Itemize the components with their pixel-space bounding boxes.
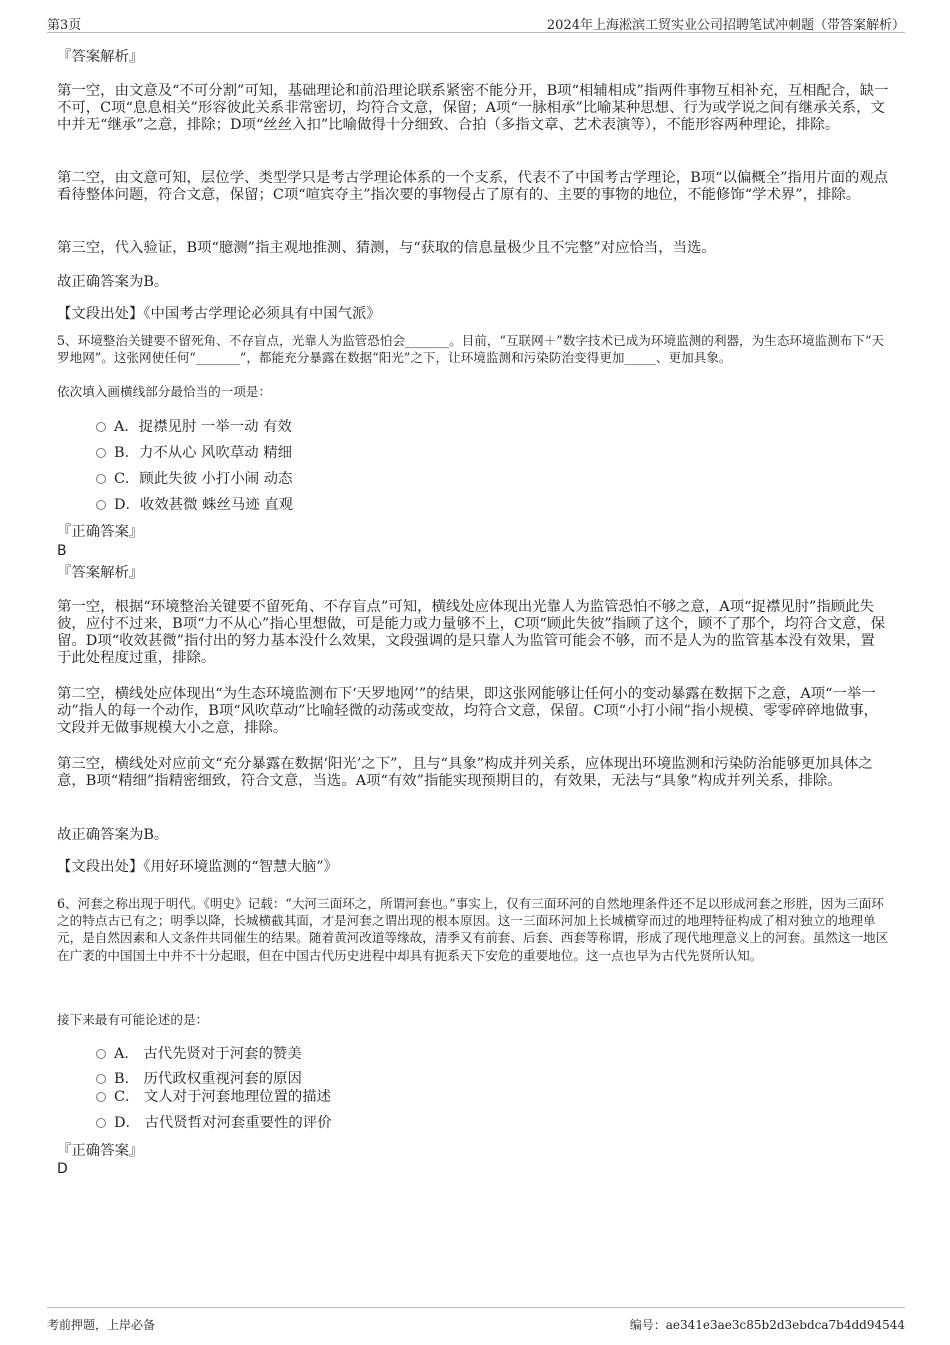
q4-analysis-para-2: 第二空，由文意可知，层位学、类型学只是考古学理论体系的一个支系，代表不了中国考古学理论，B项“以偏概全”指用片面的观点看待整体问题，符合文意，保留；C项“喧宾夺主”指次要的事物侵占了原有的、主要的事物的地位，不能修饰“学术界”，排除。 <box>57 170 889 203</box>
q5-option-b[interactable] <box>96 444 292 462</box>
q4-conclusion: 故正确答案为B。 <box>57 274 169 290</box>
q5-analysis-para-1: 第一空，根据“环境整治关键要不留死角、不存盲点”可知，横线处应体现出光靠人为监管恐怕不够之意，A项“捉襟见肘”指顾此失彼，应付不过来，B项“力不从心”指心里想做，可是能力或力量够不上，C项“顾此失彼”指顾了这个，顾不了那个，均符合文意，保留。D项“收效甚微”指付出的努力基本没什么效果，文段强调的是只靠人为监管可能会不够，而不是人为的监管基本没有效果，置于此处程度过重，排除。 <box>57 599 886 666</box>
q6-option-c[interactable] <box>96 1088 331 1106</box>
q5-option-a-label: A．捉襟见肘 一举一动 有效 <box>114 419 292 435</box>
radio-icon[interactable] <box>96 1049 106 1059</box>
q4-analysis-label: 『答案解析』 <box>57 49 144 65</box>
q5-analysis-label: 『答案解析』 <box>57 565 144 581</box>
q5-option-c[interactable] <box>96 470 292 488</box>
q6-option-d-label: D． 古代贤哲对河套重要性的评价 <box>114 1115 332 1131</box>
q6-option-b[interactable] <box>96 1070 302 1088</box>
q6-option-a-label: A． 古代先贤对于河套的赞美 <box>114 1046 302 1062</box>
q6-option-b-label: B． 历代政权重视河套的原因 <box>114 1071 302 1087</box>
q6-option-a[interactable] <box>96 1045 302 1063</box>
q6-prompt: 接下来最有可能论述的是： <box>57 1012 209 1027</box>
q6-answer: D <box>57 1161 68 1177</box>
q5-option-b-label: B．力不从心 风吹草动 精细 <box>114 445 293 461</box>
radio-icon[interactable] <box>96 1092 106 1102</box>
q5-conclusion: 故正确答案为B。 <box>57 827 169 843</box>
radio-icon[interactable] <box>96 448 106 458</box>
q5-option-d-label: D．收效甚微 蛛丝马迹 直观 <box>114 497 293 513</box>
document-id: 编号：ae341e3ae3c85b2d3ebdca7b4dd94544 <box>629 1318 905 1332</box>
radio-icon[interactable] <box>96 1118 106 1128</box>
page-header <box>47 10 905 33</box>
radio-icon[interactable] <box>96 474 106 484</box>
q5-source: 【文段出处】《用好环境监测的“智慧大脑”》 <box>57 859 338 875</box>
radio-icon[interactable] <box>96 422 106 432</box>
page-footer <box>47 1307 905 1334</box>
q5-analysis-para-2: 第二空，横线处应体现出“为生态环境监测布下‘天罗地网’”的结果，即这张网能够让任何小的变动暴露在数据下之意，A项“一举一动”指人的每一个动作，B项“风吹草动”比喻轻微的动荡或变故，均符合文意，保留。C项“小打小闹”指小规模、零零碎碎地做事，文段并无做事规模大小之意，排除。 <box>57 686 879 736</box>
q5-option-c-label: C．顾此失彼 小打小闹 动态 <box>114 471 293 487</box>
q5-option-a[interactable] <box>96 418 292 436</box>
q5-stem: 5、环境整治关键要不留死角、不存盲点，光靠人为监管恐怕会_______。目前，“互联网＋”数字技术已成为环境监测的利器，为生态环境监测布下“天罗地网”。这张网使任何“_______”，都能充分暴露在数据“阳光”之下，让环境监测和污染防治变得更加_____、更加具象。 <box>57 333 885 366</box>
q6-correct-label: 『正确答案』 <box>57 1143 144 1159</box>
q6-option-d[interactable] <box>96 1114 332 1132</box>
radio-icon[interactable] <box>96 500 106 510</box>
page-number: 第3页 <box>47 18 82 33</box>
document-title: 2024年上海淞滨工贸实业公司招聘笔试冲刺题（带答案解析） <box>546 18 905 33</box>
q4-analysis-para-1: 第一空，由文意及“不可分割”可知，基础理论和前沿理论联系紧密不能分开，B项“相辅相成”指两件事物互相补充，互相配合，缺一不可，C项“息息相关”形容彼此关系非常密切，均符合文意，保留；A项“一脉相承”比喻某种思想、行为或学说之间有继承关系，文中并无“继承”之意，排除；D项“丝丝入扣”比喻做得十分细致、合拍（多指文章、艺术表演等），不能形容两种理论，排除。 <box>57 83 889 133</box>
radio-icon[interactable] <box>96 1074 106 1084</box>
q4-source: 【文段出处】《中国考古学理论必须具有中国气派》 <box>57 306 381 322</box>
q5-option-d[interactable] <box>96 496 293 514</box>
q6-option-c-label: C． 文人对于河套地理位置的描述 <box>114 1089 332 1105</box>
q4-analysis-para-3: 第三空，代入验证，B项“臆测”指主观地推测、猜测，与“获取的信息量极少且不完整”对应恰当，当选。 <box>57 240 716 256</box>
q5-correct-label: 『正确答案』 <box>57 524 144 540</box>
footer-slogan: 考前押题，上岸必备 <box>47 1318 156 1332</box>
q5-analysis-para-3: 第三空，横线处对应前文“充分暴露在数据‘阳光’之下”，且与“具象”构成并列关系，应体现出环境监测和污染防治能够更加具体之意，B项“精细”指精密细致，符合文意，当选。A项“有效”指能实现预期目的，有效果，无法与“具象”构成并列关系，排除。 <box>57 756 873 789</box>
q5-prompt: 依次填入画横线部分最恰当的一项是： <box>57 384 272 399</box>
q6-stem: 6、河套之称出现于明代。《明史》记载：“大河三面环之，所谓河套也。”事实上，仅有三面环河的自然地理条件还不足以形成河套之形胜，因为三面环之的特点古已有之；明季以降，长城横截其面，才是河套之谓出现的根本原因。这一三面环河加上长城横穿而过的地理特征构成了相对独立的地理单元，是自然因素和人文条件共同催生的结果。随着黄河改道等缘故，清季又有前套、后套、西套等称谓，形成了现代地理意义上的河套。虽然这一地区在广袤的中国国土中并不十分起眼，但在中国古代历史进程中却具有扼系天下安危的重要地位。这一点也早为古代先贤所认知。 <box>57 896 889 963</box>
q5-answer: B <box>57 543 67 559</box>
